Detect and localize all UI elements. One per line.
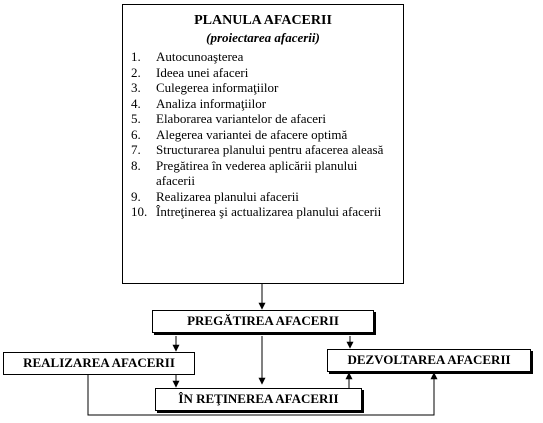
step-text: Realizarea planului afacerii xyxy=(156,188,299,204)
step-text: Ideea unei afaceri xyxy=(156,64,249,80)
step-number: 6. xyxy=(131,126,141,142)
step-text: Culegerea informaţiilor xyxy=(156,80,279,95)
step-number: 2. xyxy=(131,64,141,80)
step-number: 7. xyxy=(131,142,141,157)
plan-subtitle: (proiectarea afacerii) xyxy=(206,30,320,45)
plan-title: PLANULA AFACERII xyxy=(194,13,332,28)
step-text: Întreţinerea şi actualizarea planului afacerii xyxy=(156,204,382,219)
pregatirea-afacerii-box: PREGĂTIREA AFACERII xyxy=(152,310,374,333)
step-number: 5. xyxy=(131,111,141,126)
step-text: Pregătirea în vederea aplicării planului afacerii xyxy=(156,157,358,188)
step-text: Analiza informaţiilor xyxy=(156,95,267,111)
step-number: 10. xyxy=(131,204,148,219)
loop-realizarea-to-dezvoltarea xyxy=(88,373,434,415)
step-number: 9. xyxy=(131,188,141,204)
step-text: Alegerea variantei de afacere optimă xyxy=(156,126,348,142)
step-number: 1. xyxy=(131,49,141,64)
step-text: Elaborarea variantelor de afaceri xyxy=(156,111,326,126)
step-number: 4. xyxy=(131,95,141,111)
step-text: Structurarea planului pentru afacerea aleasă xyxy=(156,142,384,157)
realizarea-afacerii-box: REALIZAREA AFACERII xyxy=(3,352,195,375)
dezvoltarea-afacerii-box: DEZVOLTAREA AFACERII xyxy=(327,349,531,372)
step-text: Autocunoaşterea xyxy=(156,49,244,64)
step-number: 8. xyxy=(131,157,141,173)
step-number: 3. xyxy=(131,80,141,95)
in-retinerea-afacerii-box: ÎN REŢINEREA AFACERII xyxy=(155,388,362,411)
